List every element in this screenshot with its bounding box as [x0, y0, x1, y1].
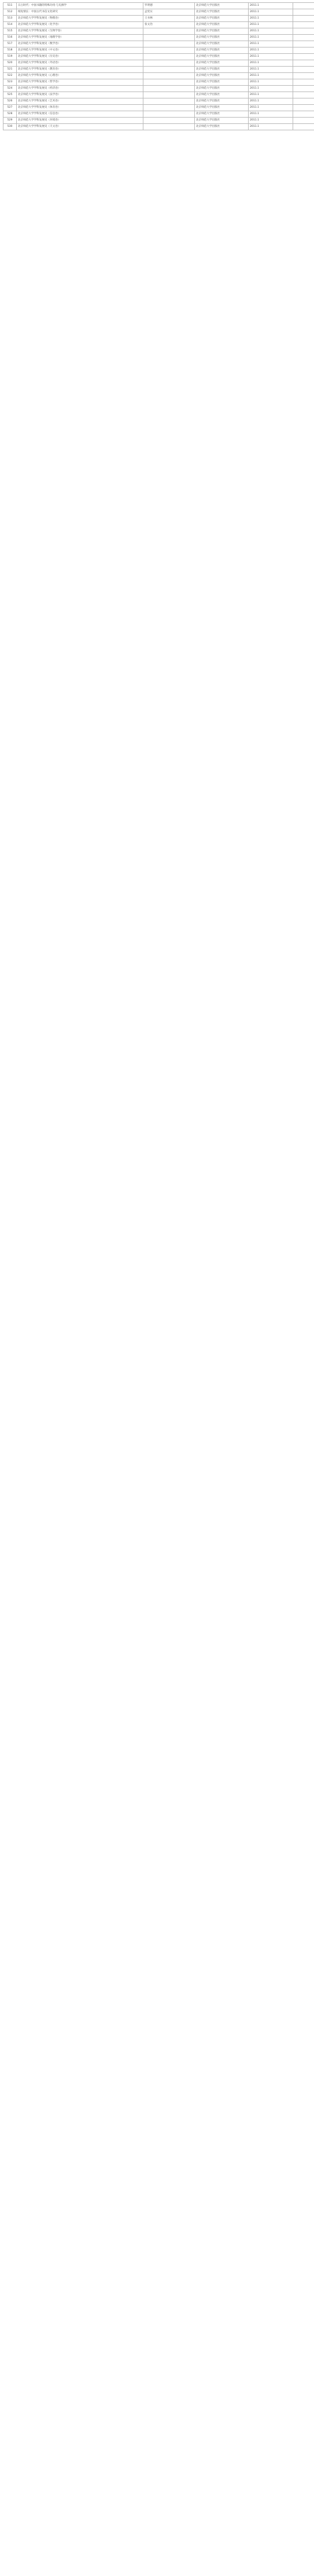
book-author	[143, 41, 195, 47]
book-title: 北京师范大学学科发展史（教育卷）	[17, 67, 143, 73]
book-author	[143, 124, 195, 130]
book-publisher: 北京师范大学出版社	[195, 67, 249, 73]
book-author	[143, 47, 195, 54]
row-number: 513	[3, 16, 17, 22]
book-publisher: 北京师范大学出版社	[195, 73, 249, 79]
book-publisher: 北京师范大学出版社	[195, 3, 249, 9]
book-date: 2011.1	[249, 9, 293, 16]
book-author: 王书林	[143, 16, 195, 22]
table-row	[3, 28, 314, 35]
book-author: 张文治	[143, 22, 195, 28]
book-title: 北京师范大学学科发展史（信息卷）	[17, 111, 143, 118]
book-author	[143, 73, 195, 79]
table-row	[3, 79, 314, 86]
book-date: 2011.1	[249, 79, 293, 86]
book-note	[293, 9, 314, 16]
book-date: 2011.1	[249, 28, 293, 35]
book-title: 纸短情长：中国古代书信文化研究	[17, 9, 143, 16]
book-publisher: 北京师范大学出版社	[195, 60, 249, 67]
book-note	[293, 54, 314, 60]
book-note	[293, 73, 314, 79]
book-author: 罗明德	[143, 3, 195, 9]
book-note	[293, 105, 314, 111]
book-publisher: 北京师范大学出版社	[195, 79, 249, 86]
row-number: 527	[3, 105, 17, 111]
book-publisher: 北京师范大学出版社	[195, 41, 249, 47]
book-title: 北京师范大学学科发展史（心理卷）	[17, 73, 143, 79]
book-author	[143, 60, 195, 67]
book-title: 北京师范大学学科发展史（法学卷）	[17, 92, 143, 98]
book-author	[143, 67, 195, 73]
book-note	[293, 79, 314, 86]
table-row	[3, 111, 314, 118]
book-title: 北京师范大学学科发展史（环境卷）	[17, 118, 143, 124]
book-publisher: 北京师范大学出版社	[195, 92, 249, 98]
row-number: 520	[3, 60, 17, 67]
book-title: 北京师范大学学科发展史（历史卷）	[17, 54, 143, 60]
book-author	[143, 118, 195, 124]
book-date: 2011.1	[249, 118, 293, 124]
row-number: 530	[3, 124, 17, 130]
book-list-body	[3, 3, 314, 130]
book-date: 2011.1	[249, 124, 293, 130]
book-author	[143, 86, 195, 92]
book-note	[293, 3, 314, 9]
book-publisher: 北京师范大学出版社	[195, 118, 249, 124]
book-list-table	[3, 2, 314, 130]
table-row	[3, 3, 314, 9]
book-publisher: 北京师范大学出版社	[195, 9, 249, 16]
table-row	[3, 73, 314, 79]
table-row	[3, 47, 314, 54]
book-title: 北京师范大学学科发展史（哲学卷）	[17, 79, 143, 86]
table-row	[3, 22, 314, 28]
book-publisher: 北京师范大学出版社	[195, 22, 249, 28]
row-number: 519	[3, 54, 17, 60]
book-date: 2011.1	[249, 16, 293, 22]
book-author	[143, 105, 195, 111]
row-number: 511	[3, 3, 17, 9]
table-row	[3, 98, 314, 105]
book-title: 北京师范大学学科发展史（经济卷）	[17, 86, 143, 92]
book-note	[293, 22, 314, 28]
book-note	[293, 35, 314, 41]
book-publisher: 北京师范大学出版社	[195, 16, 249, 22]
row-number: 512	[3, 9, 17, 16]
book-author	[143, 92, 195, 98]
row-number: 524	[3, 86, 17, 92]
table-row	[3, 105, 314, 111]
book-title: 日占时代：中国书籍的特殊功用·与史源学	[17, 3, 143, 9]
book-title: 北京师范大学学科发展史（数学卷）	[17, 41, 143, 47]
book-author	[143, 28, 195, 35]
book-publisher: 北京师范大学出版社	[195, 105, 249, 111]
book-date: 2011.1	[249, 111, 293, 118]
book-title: 北京师范大学学科发展史（化学卷）	[17, 22, 143, 28]
book-author	[143, 98, 195, 105]
book-title: 北京师范大学学科发展史（中文卷）	[17, 47, 143, 54]
book-title: 北京师范大学学科发展史（天文卷）	[17, 124, 143, 130]
row-number: 521	[3, 67, 17, 73]
row-number: 518	[3, 47, 17, 54]
book-note	[293, 41, 314, 47]
book-date: 2011.1	[249, 86, 293, 92]
book-publisher: 北京师范大学出版社	[195, 98, 249, 105]
table-row	[3, 118, 314, 124]
book-date: 2011.1	[249, 105, 293, 111]
book-note	[293, 92, 314, 98]
book-note	[293, 86, 314, 92]
book-publisher: 北京师范大学出版社	[195, 111, 249, 118]
row-number: 523	[3, 79, 17, 86]
book-note	[293, 16, 314, 22]
table-row	[3, 35, 314, 41]
book-publisher: 北京师范大学出版社	[195, 47, 249, 54]
book-title: 北京师范大学学科发展史（体育卷）	[17, 105, 143, 111]
book-date: 2011.1	[249, 3, 293, 9]
row-number: 529	[3, 118, 17, 124]
table-row	[3, 9, 314, 16]
row-number: 514	[3, 22, 17, 28]
book-note	[293, 60, 314, 67]
book-author	[143, 111, 195, 118]
book-date: 2011.1	[249, 92, 293, 98]
book-note	[293, 124, 314, 130]
book-publisher: 北京师范大学出版社	[195, 35, 249, 41]
book-title: 北京师范大学学科发展史（地理学卷）	[17, 35, 143, 41]
book-title: 北京师范大学学科发展史（艺术卷）	[17, 98, 143, 105]
book-date: 2011.1	[249, 73, 293, 79]
book-note	[293, 28, 314, 35]
row-number: 516	[3, 35, 17, 41]
book-title: 北京师范大学学科发展史（生物学卷）	[17, 28, 143, 35]
book-title: 北京师范大学学科发展史（物理卷）	[17, 16, 143, 22]
table-row	[3, 124, 314, 130]
row-number: 517	[3, 41, 17, 47]
table-row	[3, 16, 314, 22]
book-date: 2011.1	[249, 60, 293, 67]
book-author	[143, 54, 195, 60]
book-author	[143, 35, 195, 41]
table-row	[3, 86, 314, 92]
book-date: 2011.1	[249, 41, 293, 47]
row-number: 526	[3, 98, 17, 105]
book-date: 2011.1	[249, 67, 293, 73]
book-date: 2011.1	[249, 35, 293, 41]
book-date: 2011.1	[249, 54, 293, 60]
table-row	[3, 67, 314, 73]
book-publisher: 北京师范大学出版社	[195, 86, 249, 92]
book-note	[293, 111, 314, 118]
book-publisher: 北京师范大学出版社	[195, 28, 249, 35]
book-date: 2011.1	[249, 22, 293, 28]
row-number: 515	[3, 28, 17, 35]
book-note	[293, 118, 314, 124]
book-note	[293, 98, 314, 105]
row-number: 522	[3, 73, 17, 79]
table-row	[3, 60, 314, 67]
book-date: 2011.1	[249, 47, 293, 54]
table-row	[3, 41, 314, 47]
row-number: 528	[3, 111, 17, 118]
book-note	[293, 67, 314, 73]
book-publisher: 北京师范大学出版社	[195, 54, 249, 60]
book-title: 北京师范大学学科发展史（外语卷）	[17, 60, 143, 67]
table-row	[3, 92, 314, 98]
book-author: 孟宪实	[143, 9, 195, 16]
book-author	[143, 79, 195, 86]
table-row	[3, 54, 314, 60]
book-date: 2011.1	[249, 98, 293, 105]
book-publisher: 北京师范大学出版社	[195, 124, 249, 130]
row-number: 525	[3, 92, 17, 98]
book-note	[293, 47, 314, 54]
